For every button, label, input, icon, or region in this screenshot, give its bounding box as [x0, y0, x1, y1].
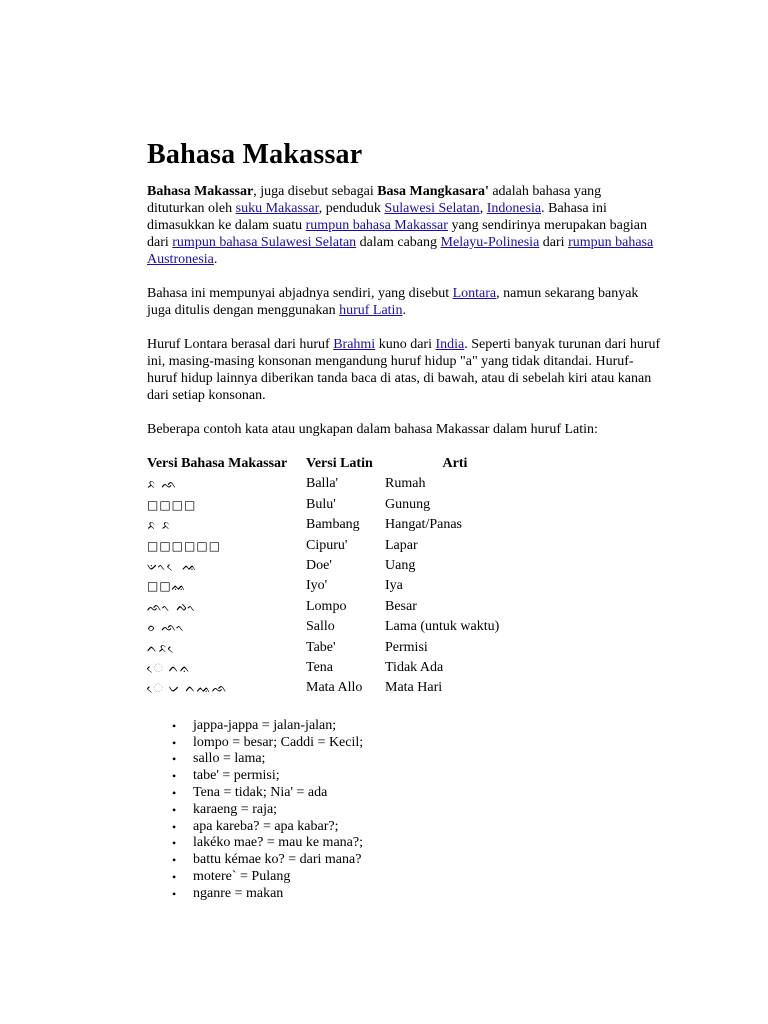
bullet-icon: • [172, 718, 177, 733]
lontara-cell: ᨅ ᨒ [147, 477, 178, 492]
origin-paragraph: Huruf Lontara berasal dari huruf Brahmi kuno dari India. Seperti banyak turunan dari huruf ini, masing-masing konsonan mengandung huruf hidup "a" yang tidak ditandai. Huruf-huruf hidup lainnya diberikan tanda baca di atas, di bawah, atau di sebelah kiri atau kanan dari setiap konsonan. [147, 337, 661, 403]
latin-cell: Balla' [306, 476, 339, 492]
list-item [172, 869, 662, 886]
link-rumpun-bahasa-makassar[interactable]: rumpun bahasa Makassar [305, 218, 448, 233]
arti-cell: Lapar [385, 537, 418, 553]
table-row [147, 474, 525, 494]
lontara-cell: □□□□□□ [147, 538, 222, 553]
bullet-icon: • [172, 870, 177, 885]
list-item [172, 785, 662, 802]
lontara-cell: ᨙ ᨈᨊ [147, 661, 191, 676]
bullet-icon: • [172, 819, 177, 834]
list-item [172, 852, 662, 869]
list-item-text: tabe' = permisi; [193, 768, 280, 784]
list-item-text: lompo = besar; Caddi = Kecil; [193, 734, 364, 750]
link-india[interactable]: India [435, 337, 465, 352]
list-item-text: Tena = tidak; Nia' = ada [193, 785, 328, 801]
table-row [147, 678, 525, 698]
list-item [172, 885, 662, 903]
term-bahasa-makassar: Bahasa Makassar [147, 184, 254, 199]
table-row [147, 495, 525, 515]
latin-cell: Doe' [306, 558, 332, 574]
lontara-cell: ᨅ ᨅ [147, 518, 172, 533]
arti-cell: Besar [385, 598, 417, 614]
arti-cell: Tidak Ada [385, 660, 444, 676]
latin-cell: Cipuru' [306, 537, 348, 553]
header-versi-bahasa-makassar: Versi Bahasa Makassar [147, 456, 288, 471]
header-arti: Arti [442, 456, 468, 471]
lontara-cell: □□ᨐ [147, 579, 187, 594]
link-lontara[interactable]: Lontara [452, 286, 497, 301]
bullet-icon: • [172, 786, 177, 801]
link-rumpun-bahasa-sulawesi-selatan[interactable]: rumpun bahasa Sulawesi Selatan [172, 235, 357, 250]
lontara-cell: ᨔ ᨒᨚ [147, 620, 186, 635]
link-indonesia[interactable]: Indonesia [486, 201, 542, 216]
link-brahmi[interactable]: Brahmi [333, 337, 376, 352]
table-row [147, 617, 525, 637]
bullet-icon: • [172, 853, 177, 868]
arti-cell: Hangat/Panas [385, 517, 462, 533]
phrase-list [147, 718, 662, 903]
list-item-text: jappa-jappa = jalan-jalan; [193, 717, 337, 733]
arti-cell: Mata Hari [385, 680, 443, 696]
table-row [147, 576, 525, 596]
latin-cell: Bambang [306, 517, 360, 533]
table-row [147, 556, 525, 576]
latin-cell: Tabe' [306, 639, 336, 655]
link-melayu-polinesia[interactable]: Melayu-Polinesia [440, 235, 540, 250]
intro-paragraph: Bahasa Makassar, juga disebut sebagai Basa Mangkasara' adalah bahasa yang dituturkan oleh suku Makassar, penduduk Sulawesi Selatan, Indonesia. Bahasa ini dimasukkan ke dalam suatu rumpun bahasa Makassar yang sendirinya merupakan bagian dari rumpun bahasa Sulawesi Selatan dalam cabang Melayu-Polinesia dari rumpun bahasa Austronesia. [147, 184, 654, 267]
lontara-cell: ᨉᨚ ᨙ ᨕ [147, 559, 198, 574]
latin-cell: Iyo' [306, 578, 328, 594]
word-table [147, 454, 525, 699]
latin-cell: Mata Allo [306, 680, 363, 696]
list-item-text: sallo = lama; [193, 751, 266, 767]
arti-cell: Gunung [385, 496, 431, 512]
bullet-icon: • [172, 735, 177, 750]
arti-cell: Iya [385, 578, 403, 594]
latin-cell: Sallo [306, 619, 335, 635]
list-item-text: lakéko mae? = mau ke mana?; [193, 835, 363, 851]
table-row [147, 597, 525, 617]
table-row [147, 658, 525, 678]
arti-cell: Rumah [385, 476, 426, 492]
list-item-text: battu kémae ko? = dari mana? [193, 852, 362, 868]
link-rumpun-bahasa-austronesia[interactable]: rumpun bahasa Austronesia [147, 235, 654, 267]
bullet-icon: • [172, 836, 177, 851]
list-item [172, 717, 662, 735]
link-sulawesi-selatan[interactable]: Sulawesi Selatan [384, 201, 480, 216]
table-row [147, 536, 525, 556]
lontara-cell: ᨒᨚ ᨄᨚ [147, 599, 197, 614]
list-item [172, 751, 662, 768]
latin-cell: Bulu' [306, 496, 336, 512]
bullet-icon: • [172, 769, 177, 784]
link-huruf-latin[interactable]: huruf Latin [339, 303, 403, 318]
word-table-body [147, 474, 525, 698]
list-item-text: karaeng = raja; [193, 801, 278, 817]
word-table-header-row [147, 454, 525, 474]
arti-cell: Permisi [385, 639, 428, 655]
list-item [172, 818, 662, 836]
list-item [172, 734, 662, 752]
bullet-icon: • [172, 886, 177, 901]
latin-cell: Lompo [306, 598, 347, 614]
examples-intro-paragraph: Beberapa contoh kata atau ungkapan dalam bahasa Makassar dalam huruf Latin: [147, 422, 598, 437]
latin-cell: Tena [306, 660, 334, 676]
list-item [172, 835, 662, 852]
list-item-text: motere` = Pulang [193, 869, 291, 885]
term-basa-mangkasara: Basa Mangkasara' [377, 184, 489, 199]
page-title: Bahasa Makassar [147, 139, 363, 170]
table-row [147, 515, 525, 535]
link-suku-makassar[interactable]: suku Makassar [235, 201, 319, 216]
lontara-cell: ᨈᨅ ᨙ [147, 640, 179, 655]
bullet-icon: • [172, 752, 177, 767]
list-item-text: nganre = makan [193, 885, 284, 901]
header-versi-latin: Versi Latin [306, 456, 373, 471]
bullet-icon: • [172, 802, 177, 817]
arti-cell: Lama (untuk waktu) [385, 619, 500, 635]
lontara-cell: ᨙ ᨆ ᨈᨕᨒ [147, 681, 228, 696]
list-item-text: apa kareba? = apa kabar?; [193, 818, 339, 834]
document-page [147, 138, 662, 903]
lontara-cell: □□□□ [147, 497, 197, 512]
table-row [147, 638, 525, 658]
list-item [172, 768, 662, 785]
arti-cell: Uang [385, 558, 416, 574]
list-item [172, 801, 662, 819]
script-paragraph: Bahasa ini mempunyai abjadnya sendiri, yang disebut Lontara, namun sekarang banyak juga ditulis dengan menggunakan huruf Latin. [147, 286, 639, 318]
